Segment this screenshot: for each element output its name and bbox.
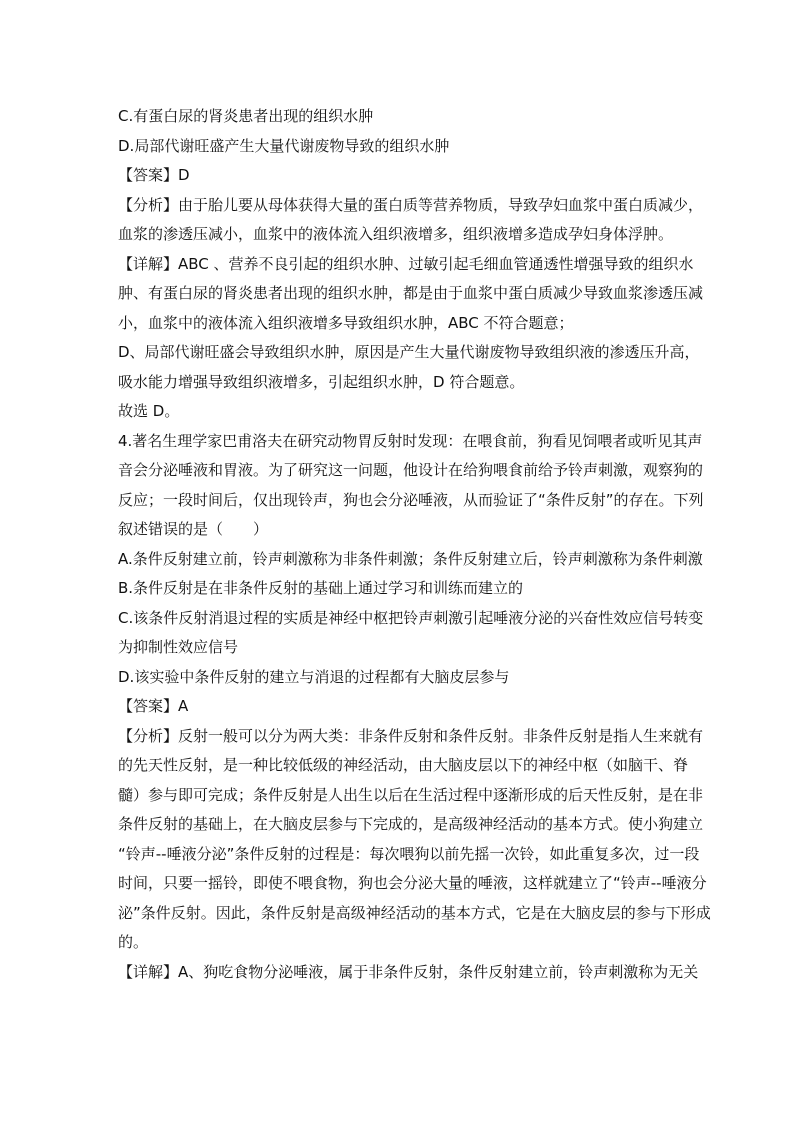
analysis-line: 【分析】由于胎儿要从母体获得大量的蛋白质等营养物质，导致孕妇血浆中蛋白质减少，: [118, 195, 704, 214]
option-c-line: 为抑制性效应信号: [118, 638, 239, 656]
document-page: [118, 102, 711, 987]
explanation-line: 小，血浆中的液体流入组织液增多导致组织水肿，ABC 不符合题意；: [118, 313, 574, 332]
analysis-line: 条件反射的基础上，在大脑皮层参与下完成的，是高级神经活动的基本方式。使小狗建立: [118, 815, 704, 833]
option-a-line: A.条件反射建立前，铃声刺激称为非条件刺激；条件反射建立后，铃声刺激称为条件刺激: [118, 549, 703, 568]
question-4-line: 4.著名生理学家巴甫洛夫在研究动物胃反射时发现：在喂食前，狗看见饲喂者或听见其声: [118, 431, 703, 450]
analysis-line: 的先天性反射，是一种比较低级的神经活动，由大脑皮层以下的神经中枢（如脑干、脊: [118, 756, 689, 774]
option-c-line: C.有蛋白尿的肾炎患者出现的组织水肿: [118, 107, 374, 125]
question-4-line: 叙述错误的是（ ）: [118, 520, 269, 538]
option-b-line: B.条件反射是在非条件反射的基础上通过学习和训练而建立的: [118, 579, 524, 597]
explanation-line: 吸水能力增强导致组织液增多，引起组织水肿，D 符合题意。: [118, 372, 525, 391]
question-4-line: 反应；一段时间后，仅出现铃声，狗也会分泌唾液，从而验证了“条件反射”的存在。下列: [118, 490, 704, 509]
option-d-line: D.局部代谢旺盛产生大量代谢废物导致的组织水肿: [118, 136, 450, 155]
analysis-line: 时间，只要一摇铃，即使不喂食物，狗也会分泌大量的唾液，这样就建立了“铃声--唾液分: [118, 874, 707, 892]
option-d-line: D.该实验中条件反射的建立与消退的过程都有大脑皮层参与: [118, 667, 510, 686]
conclusion-line: 故选 D。: [118, 402, 180, 420]
analysis-line: “铃声--唾液分泌”条件反射的过程是：每次喂狗以前先摇一次铃，如此重复多次，过一段: [118, 844, 700, 863]
analysis-line: 髓）参与即可完成；条件反射是人出生以后在生活过程中逐渐形成的后天性反射，是在非: [118, 785, 704, 804]
explanation-line: 【详解】A、狗吃食物分泌唾液，属于非条件反射，条件反射建立前，铃声刺激称为无关: [118, 962, 699, 981]
explanation-line: D、局部代谢旺盛会导致组织水肿，原因是产生大量代谢废物导致组织液的渗透压升高，: [118, 343, 700, 361]
option-c-line: C.该条件反射消退过程的实质是神经中枢把铃声刺激引起唾液分泌的兴奋性效应信号转变: [118, 608, 704, 627]
analysis-line: 【分析】反射一般可以分为两大类：非条件反射和条件反射。非条件反射是指人生来就有: [118, 726, 704, 745]
analysis-line: 的。: [118, 933, 149, 951]
analysis-line: 泌”条件反射。因此，条件反射是高级神经活动的基本方式，它是在大脑皮层的参与下形成: [118, 903, 711, 922]
explanation-line: 肿、有蛋白尿的肾炎患者出现的组织水肿，都是由于血浆中蛋白质减少导致血浆渗透压减: [118, 284, 704, 302]
answer-line: 【答案】D: [118, 166, 190, 184]
answer-line: 【答案】A: [118, 697, 189, 715]
explanation-line: 【详解】ABC 、营养不良引起的组织水肿、过敏引起毛细血管通透性增强导致的组织水: [118, 254, 694, 273]
question-4-line: 音会分泌唾液和胃液。为了研究这一问题，他设计在给狗喂食前给予铃声刺激，观察狗的: [118, 461, 704, 479]
analysis-line: 血浆的渗透压减小，血浆中的液体流入组织液增多，组织液增多造成孕妇身体浮肿。: [118, 225, 674, 243]
